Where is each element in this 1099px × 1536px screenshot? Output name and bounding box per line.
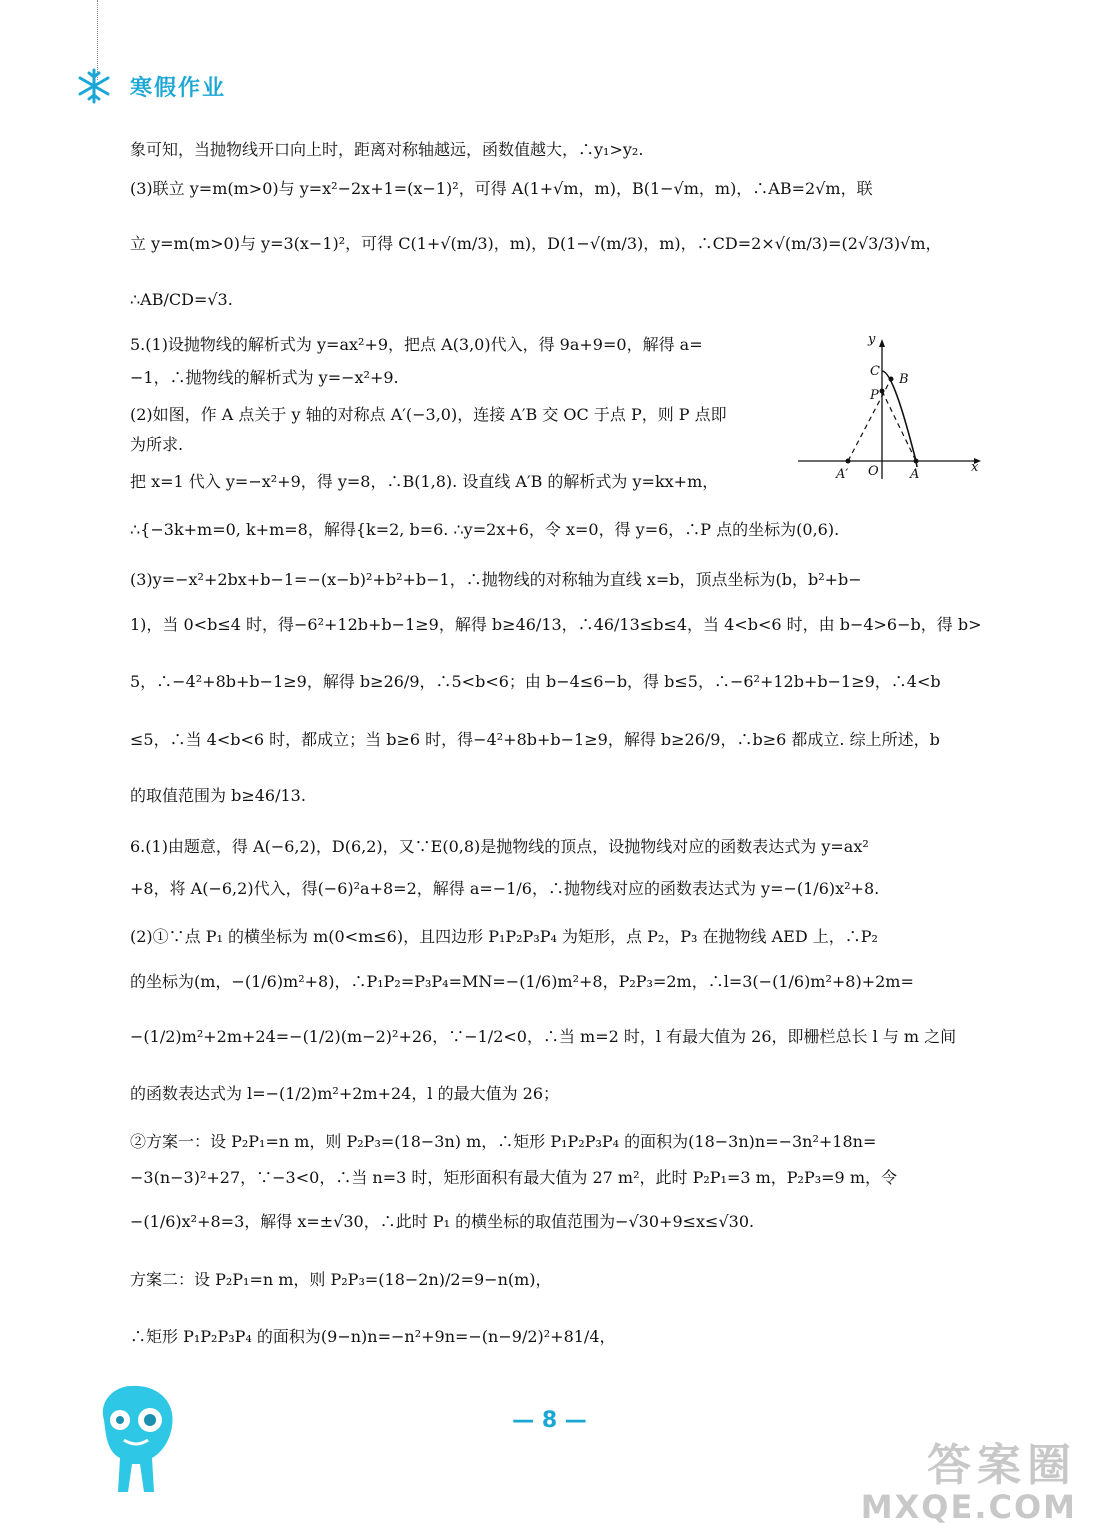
page-number: — 8 — (512, 1408, 587, 1433)
text-line: ②方案一：设 P₂P₁=n m，则 P₂P₃=(18−3n) m，∴矩形 P₁P₂P₃P₄ 的面积为(18−3n)n=−3n²+18n= (130, 1132, 877, 1151)
point-b (889, 377, 894, 382)
text-line: 1)，当 0<b≤4 时，得−6²+12b+b−1≥9，解得 b≥46/13，∴46/13≤b≤4，当 4<b<6 时，由 b−4>6−b，得 b> (130, 615, 982, 634)
text-line: 的坐标为(m，−(1/6)m²+8)，∴P₁P₂=P₃P₄=MN=−(1/6)m²+8，P₂P₃=2m，∴l=3(−(1/6)m²+8)+2m= (130, 972, 914, 991)
text-line: 5，∴−4²+8b+b−1≥9，解得 b≥26/9，∴5<b<6；由 b−4≤6−b，得 b≤5，∴−6²+12b+b−1≥9，∴4<b (130, 672, 941, 691)
label-o: O (868, 464, 879, 479)
page-header (72, 66, 226, 106)
mascot-illustration (94, 1380, 180, 1500)
text-line: −(1/2)m²+2m+24=−(1/2)(m−2)²+26，∵−1/2<0，∴当 m=2 时，l 有最大值为 26，即栅栏总长 l 与 m 之间 (130, 1027, 957, 1046)
text-line: ∴{−3k+m=0, k+m=8，解得{k=2, b=6. ∴y=2x+6，令 x=0，得 y=6，∴P 点的坐标为(0,6). (130, 520, 840, 539)
text-line: +8，将 A(−6,2)代入，得(−6)²a+8=2，解得 a=−1/6，∴抛物线对应的函数表达式为 y=−(1/6)x²+8. (130, 879, 880, 898)
point-a-prime (846, 459, 851, 464)
text-line: ∴矩形 P₁P₂P₃P₄ 的面积为(9−n)n=−n²+9n=−(n−9/2)²+81/4， (130, 1327, 616, 1346)
text-line: ≤5，∴当 4<b<6 时，都成立；当 b≥6 时，得−4²+8b+b−1≥9，解得 b≥26/9，∴b≥6 都成立. 综上所述，b (130, 730, 940, 749)
text-line: 的函数表达式为 l=−(1/2)m²+2m+24，l 的最大值为 26； (130, 1084, 560, 1103)
text-line: 为所求. (130, 435, 184, 454)
text-line: −(1/6)x²+8=3，解得 x=±√30，∴此时 P₁ 的横坐标的取值范围为−√30+9≤x≤√30. (130, 1212, 755, 1231)
label-c: C (870, 364, 880, 379)
snowflake-icon (72, 66, 116, 106)
text-line: 把 x=1 代入 y=−x²+9，得 y=8，∴B(1,8). 设直线 A′B 的解析式为 y=kx+m， (130, 472, 719, 491)
text-line: (3)联立 y=m(m>0)与 y=x²−2x+1=(x−1)²，可得 A(1+√m，m)，B(1−√m，m)，∴AB=2√m，联 (130, 179, 873, 198)
watermark (861, 1442, 1077, 1524)
text-line: 的取值范围为 b≥46/13. (130, 786, 306, 805)
label-a-prime: A′ (836, 467, 849, 482)
text-line: 立 y=m(m>0)与 y=3(x−1)²，可得 C(1+√(m/3)，m)，D(1−√(m/3)，m)，∴CD=2×√(m/3)=(2√3/3)√m， (130, 234, 942, 253)
y-axis-arrow (879, 339, 885, 347)
point-a (914, 459, 919, 464)
text-line: ∴AB/CD=√3. (130, 290, 233, 309)
label-x: x (971, 460, 979, 475)
text-line: 6.(1)由题意，得 A(−6,2)，D(6,2)，又∵E(0,8)是抛物线的顶点，设抛物线对应的函数表达式为 y=ax² (130, 837, 869, 856)
label-y: y (868, 332, 876, 347)
label-b: B (899, 372, 909, 387)
point-p (880, 389, 885, 394)
parabola-figure (796, 327, 986, 487)
label-a: A (910, 467, 920, 482)
text-line: (3)y=−x²+2bx+b−1=−(x−b)²+b²+b−1，∴抛物线的对称轴为直线 x=b，顶点坐标为(b，b²+b− (130, 570, 862, 589)
text-line: −1，∴抛物线的解析式为 y=−x²+9. (130, 368, 399, 387)
text-line: 5.(1)设抛物线的解析式为 y=ax²+9，把点 A(3,0)代入，得 9a+9=0，解得 a= (130, 335, 703, 354)
text-line: (2)①∵点 P₁ 的横坐标为 m(0<m≤6)，且四边形 P₁P₂P₃P₄ 为矩形，点 P₂，P₃ 在抛物线 AED 上，∴P₂ (130, 927, 878, 946)
watermark-url: MXQE.COM (860, 1488, 1077, 1526)
text-line: −3(n−3)²+27，∵−3<0，∴当 n=3 时，矩形面积有最大值为 27 m²，此时 P₂P₁=3 m，P₂P₃=9 m，令 (130, 1168, 897, 1187)
text-line: (2)如图，作 A 点关于 y 轴的对称点 A′(−3,0)，连接 A′B 交 OC 于点 P，则 P 点即 (130, 405, 727, 424)
watermark-title: 答案圈 (927, 1440, 1077, 1491)
text-line: 象可知，当抛物线开口向上时，距离对称轴越远，函数值越大，∴y₁>y₂. (130, 140, 644, 159)
header-title: 寒假作业 (130, 75, 227, 101)
label-p: P (870, 388, 879, 403)
text-line: 方案二：设 P₂P₁=n m，则 P₂P₃=(18−2n)/2=9−n(m)， (130, 1270, 552, 1289)
